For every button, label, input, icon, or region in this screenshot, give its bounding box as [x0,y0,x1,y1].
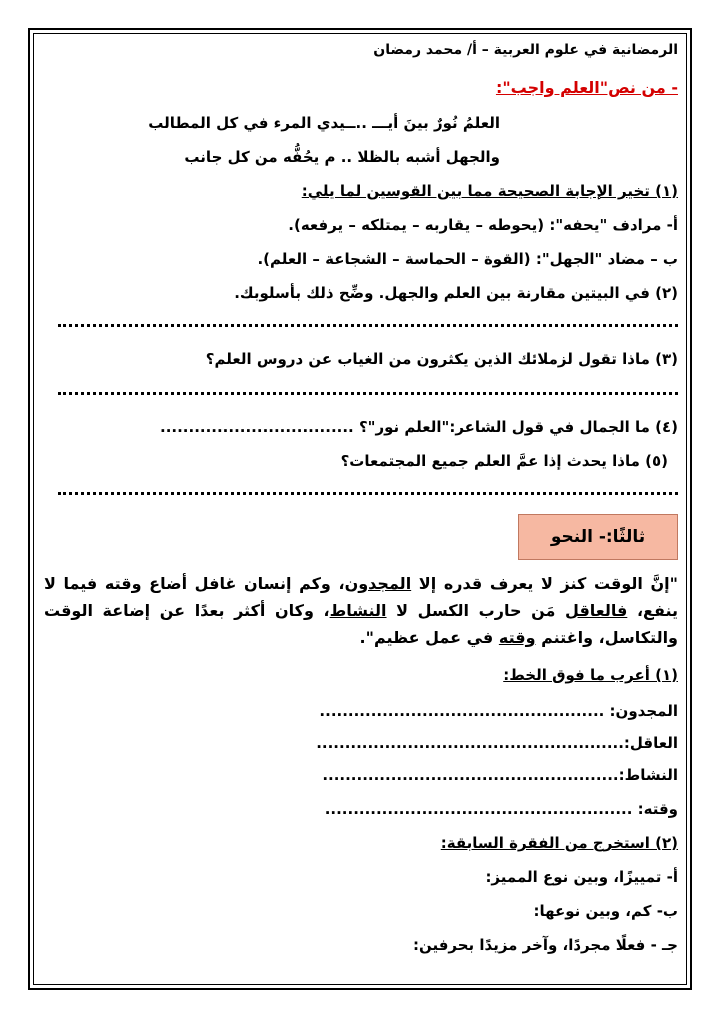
parse-item-3[interactable]: النشاط:.................................................... [322,766,678,784]
question-1-title: (١) تخير الإجابة الصحيحة مما بين القوسين لما يلي: [301,182,678,200]
poem-line-2: والجهل أشبه بالظلا .. م يحُفُّه من كل جانب [184,148,500,166]
passage-word-1: المجدون [344,574,412,593]
question-1a: أ- مرادف "يحفه": (يحوطه – يقاربه – يمتلكه – يرفعه). [288,216,678,234]
grammar-question-1-title: (١) أعرب ما فوق الخط: [503,666,678,684]
question-3: (٣) ماذا تقول لزملائك الذين يكثرون من الغياب عن دروس العلم؟ [205,350,678,368]
passage-word-3: النشاط [329,601,387,620]
passage-word-4: وقته [498,628,536,647]
passage-part-1: "إنَّ الوقت كنز لا يعرف قدره إلا [411,574,678,593]
question-5: (٥) ماذا يحدث إذا عمَّ العلم جميع المجتمعات؟ [340,452,668,470]
parse-item-1[interactable]: المجدون: .................................................. [319,702,678,720]
parse-item-2[interactable]: العاقل:...................................................... [316,734,678,752]
passage-part-4: ، وكان أكثر بعدًا عن إضاعة الوقت والتكاسل، واغتنم [44,601,678,647]
extract-item-b: ب- كم، وبين نوعها: [533,902,678,920]
poem-line-1: العلمُ نُورٌ بينَ أيـــ ..ــيدي المرء في كل المطالب [148,114,500,132]
grammar-question-2-title: (٢) استخرج من الفقرة السابقة: [440,834,678,852]
question-1b: ب – مضاد "الجهل": (القوة – الحماسة – الشجاعة – العلم). [257,250,678,268]
question-2: (٢) في البيتين مقارنة بين العلم والجهل. وضِّح ذلك بأسلوبك. [234,284,678,302]
extract-item-c: جـ - فعلًا مجردًا، وآخر مزيدًا بحرفين: [412,936,678,954]
passage-part-3: مَن حارب الكسل لا [386,601,566,620]
passage-part-5: في عمل عظيم". [359,628,499,647]
passage-part-2: ، وكم إنسان غافل أضاع وقته فيما لا ينفع، [44,574,679,620]
extract-item-a: أ- تمييزًا، وبين نوع المميز: [485,868,678,886]
answer-line-2[interactable] [58,322,678,327]
header-title: الرمضانية في علوم العربية – أ/ محمد رمضان [373,42,678,58]
question-4: (٤) ما الجمال في قول الشاعر:"العلم نور"؟ .................................. [160,418,678,436]
answer-line-3[interactable] [58,390,678,395]
parse-item-4[interactable]: وقته: ...................................................... [324,800,678,818]
section-text-title: - من نص"العلم واجب": [495,78,678,97]
grammar-passage [44,570,678,651]
section-grammar-heading: ثالثًا:- النحو [518,514,678,560]
answer-line-5[interactable] [58,490,678,495]
passage-word-2: فالعاقل [565,601,628,620]
